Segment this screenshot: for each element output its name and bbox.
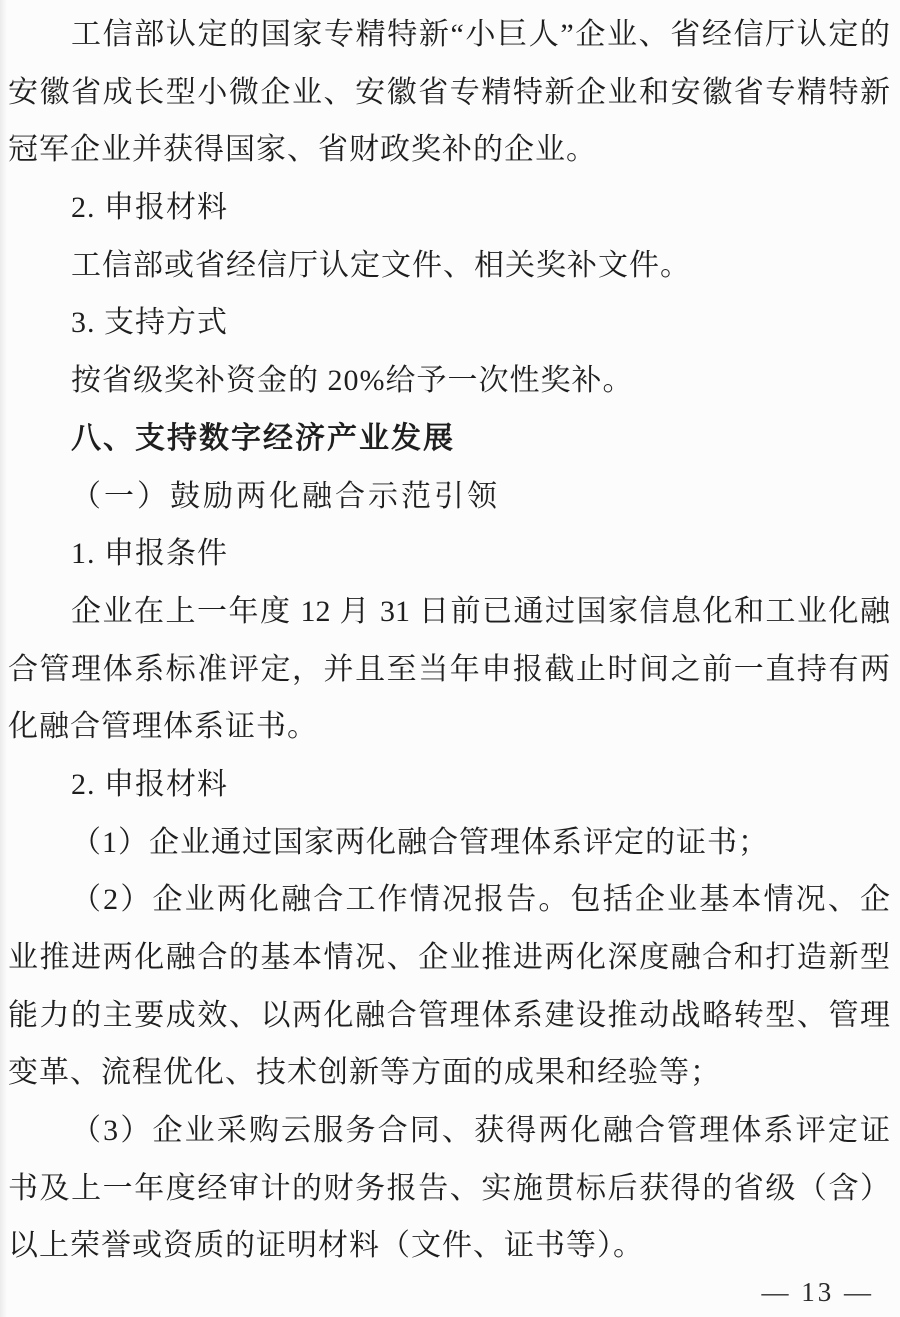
body-text-line: （3）企业采购云服务合同、获得两化融合管理体系评定证 <box>71 1114 890 1148</box>
body-text-line: （2）企业两化融合工作情况报告。包括企业基本情况、企 <box>71 883 890 917</box>
body-text-line: 冠军企业并获得国家、省财政奖补的企业。 <box>8 133 597 167</box>
body-text-line: 按省级奖补资金的 20%给予一次性奖补。 <box>71 364 634 398</box>
numbered-item-heading: 2. 申报材料 <box>71 767 228 801</box>
body-text-line: 以上荣誉或资质的证明材料（文件、证书等）。 <box>8 1229 644 1263</box>
subsection-heading: （一）鼓励两化融合示范引领 <box>71 479 500 513</box>
body-text-line: 变革、流程优化、技术创新等方面的成果和经验等； <box>8 1056 721 1090</box>
body-text-line: 企业在上一年度 12 月 31 日前已通过国家信息化和工业化融 <box>71 594 890 628</box>
body-text-line: 合管理体系标准评定，并且至当年申报截止时间之前一直持有两 <box>8 652 890 686</box>
numbered-item-heading: 3. 支持方式 <box>71 306 228 340</box>
page-number: — 13 — <box>761 1277 874 1307</box>
body-text-line: 安徽省成长型小微企业、安徽省专精特新企业和安徽省专精特新 <box>8 75 890 109</box>
body-text-line: 工信部认定的国家专精特新“小巨人”企业、省经信厅认定的 <box>71 18 890 51</box>
numbered-item-heading: 2. 申报材料 <box>71 191 228 225</box>
body-text-line: 能力的主要成效、以两化融合管理体系建设推动战略转型、管理 <box>8 998 890 1032</box>
body-text-line: 化融合管理体系证书。 <box>8 710 318 744</box>
body-text-line: 业推进两化融合的基本情况、企业推进两化深度融合和打造新型 <box>8 941 890 974</box>
body-text-line: （1）企业通过国家两化融合管理体系评定的证书； <box>71 825 769 859</box>
section-heading: 八、支持数字经济产业发展 <box>71 421 455 455</box>
body-text-line: 工信部或省经信厅认定文件、相关奖补文件。 <box>71 248 691 282</box>
body-text-line: 书及上一年度经审计的财务报告、实施贯标后获得的省级（含） <box>8 1171 890 1205</box>
numbered-item-heading: 1. 申报条件 <box>71 537 228 571</box>
